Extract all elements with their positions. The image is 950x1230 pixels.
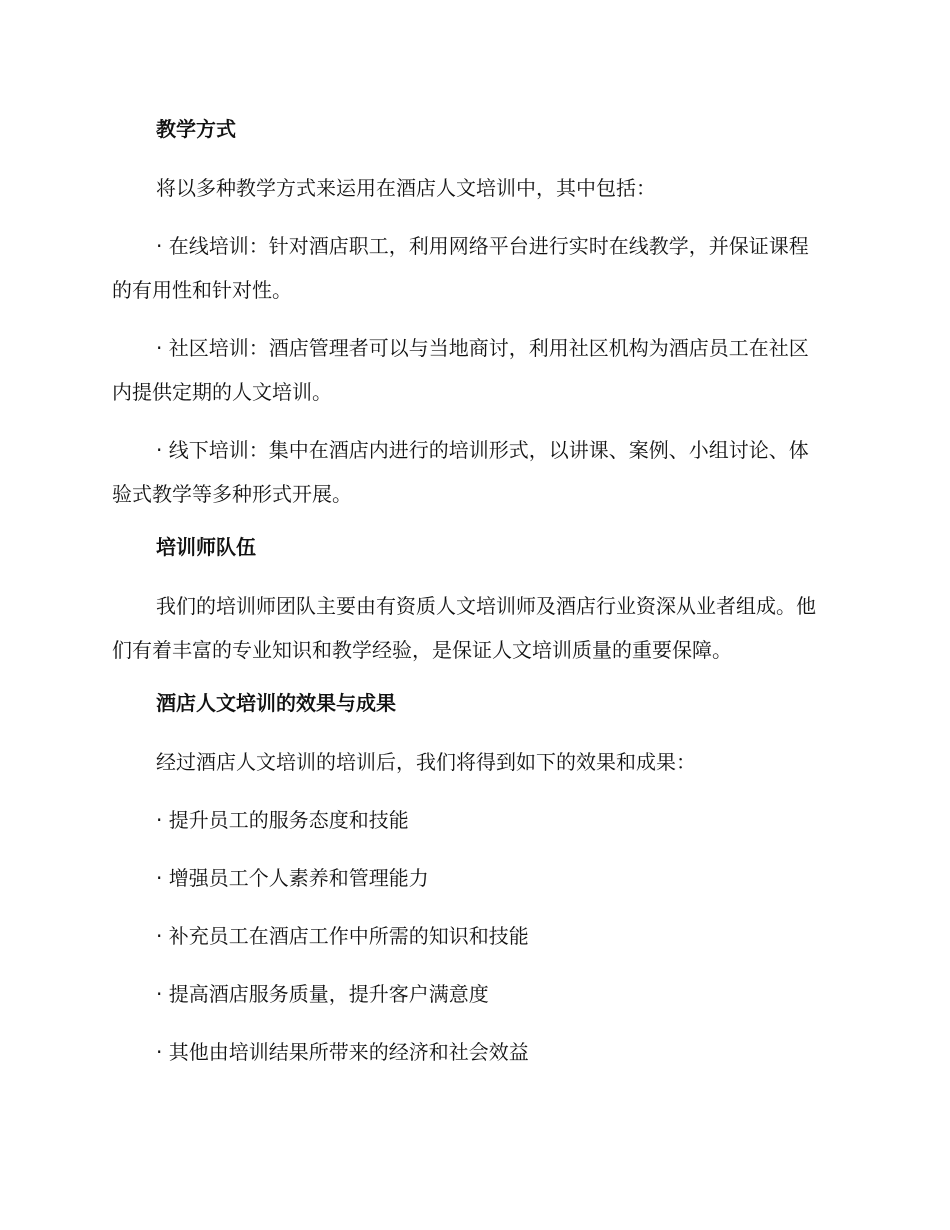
section-heading-training-results: 酒店人文培训的效果与成果	[156, 691, 396, 715]
section-heading-trainer-team: 培训师队伍	[156, 535, 256, 559]
bullet-online-training: · 在线培训：针对酒店职工，利用网络平台进行实时在线教学，并保证课程的有用性和针对性。	[112, 234, 809, 302]
bullet-result-service-quality: · 提高酒店服务质量，提升客户满意度	[156, 982, 489, 1006]
section-heading-teaching-methods: 教学方式	[156, 117, 236, 141]
bullet-result-service-attitude: · 提升员工的服务态度和技能	[156, 808, 409, 832]
bullet-result-knowledge-skills: · 补充员工在酒店工作中所需的知识和技能	[156, 924, 529, 948]
bullet-offline-training: · 线下培训：集中在酒店内进行的培训形式，以讲课、案例、小组讨论、体验式教学等多种形式开展。	[112, 438, 809, 506]
bullet-result-personal-quality: · 增强员工个人素养和管理能力	[156, 866, 429, 890]
bullet-community-training: · 社区培训：酒店管理者可以与当地商讨，利用社区机构为酒店员工在社区内提供定期的人文培训。	[112, 336, 809, 404]
trainer-team-paragraph: 我们的培训师团队主要由有资质人文培训师及酒店行业资深从业者组成。他们有着丰富的专业知识和教学经验，是保证人文培训质量的重要保障。	[112, 594, 816, 662]
teaching-methods-intro: 将以多种教学方式来运用在酒店人文培训中，其中包括：	[156, 176, 656, 200]
training-results-intro: 经过酒店人文培训的培训后，我们将得到如下的效果和成果：	[156, 750, 696, 774]
document-body	[112, 112, 824, 1088]
bullet-result-economic-social-benefits: · 其他由培训结果所带来的经济和社会效益	[156, 1040, 529, 1064]
